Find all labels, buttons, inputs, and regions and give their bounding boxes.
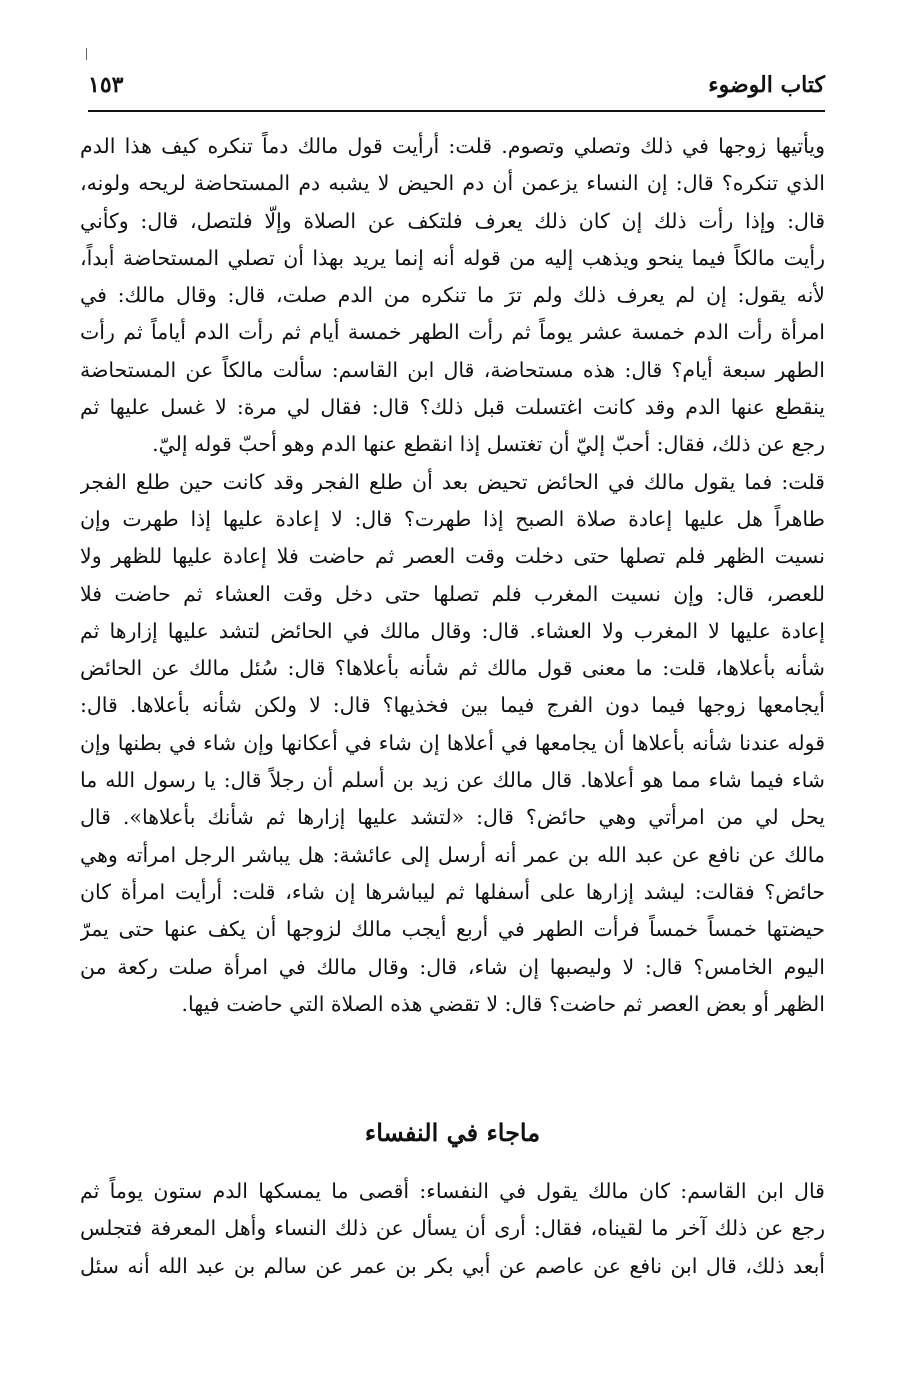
text-line: الظهر أو بعض العصر ثم حاضت؟ قال: لا تقضي هذه الصلاة التي حاضت فيها. (181, 991, 825, 1016)
text-line: قلت: فما يقول مالك في الحائض تحيض بعد أن طلع الفجر وقد كانت حين طلع الفجر (80, 469, 825, 494)
text-line: يحل لي من امرأتي وهي حائض؟ قال: «لتشد عليها إزارها ثم شأنك بأعلاها». قال (80, 805, 825, 830)
header-divider (88, 110, 825, 112)
text-line: ويأتيها زوجها في ذلك وتصلي وتصوم. قلت: أرأيت قول مالك دماً تنكره كيف هذا الدم (80, 134, 825, 158)
section-heading: ماجاء في النفساء (364, 1118, 541, 1147)
text-line: رأيت مالكاً فيما ينحو ويذهب إليه من قوله أنه إنما يريد بهذا أن تصلي المستحاضة أبداً، (80, 245, 825, 270)
text-line: الذي تنكره؟ قال: إن النساء يزعمن أن دم الحيض لا يشبه دم المستحاضة لريحه ولونه، (80, 171, 825, 196)
text-line: اليوم الخامس؟ قال: لا وليصبها إن شاء، قال: وقال مالك في امرأة صلت ركعة من (80, 954, 825, 979)
text-line: قال ابن القاسم: كان مالك يقول في النفساء: أقصى ما يمسكها الدم ستون يوماً ثم (80, 1179, 825, 1203)
text-line: رجع عن ذلك، فقال: أحبّ إليّ أن تغتسل إذا انقطع عنها الدم وهو أحبّ قوله إليّ. (152, 432, 825, 457)
text-line: نسيت الظهر فلم تصلها حتى دخلت وقت العصر ثم حاضت فلا إعادة عليها للظهر ولا (80, 544, 825, 569)
text-line: امرأة رأت الدم خمسة عشر يوماً ثم رأت الطهر خمسة أيام ثم رأت الدم أياماً ثم رأت (80, 320, 825, 345)
text-line: الطهر سبعة أيام؟ قال: هذه مستحاضة، قال ابن القاسم: سألت مالكاً عن المستحاضة (80, 357, 825, 382)
page-number: ١٥٣ (88, 72, 124, 98)
text-line: ينقطع عنها الدم وقد كانت اغتسلت قبل ذلك؟ قال: فقال لي مرة: لا غسل عليها ثم (80, 395, 825, 420)
text-line: حائض؟ فقالت: ليشد إزارها على أسفلها ثم ليباشرها إن شاء، قلت: أرأيت امرأة كان (80, 879, 825, 904)
text-line: أبعد ذلك، قال ابن نافع عن عاصم عن أبي بكر بن عمر عن سالم بن عبد الله أنه سئل (80, 1253, 825, 1278)
text-line: طاهراً هل عليها إعادة صلاة الصبح إذا طهرت؟ قال: لا إعادة عليها إذا طهرت وإن (80, 506, 825, 531)
page-header (88, 70, 825, 106)
text-line: شأنه بأعلاها، قلت: ما معنى قول مالك ثم شأنه بأعلاها؟ قال: سُئل مالك عن الحائض (80, 656, 825, 681)
running-title: كتاب الوضوء (708, 72, 825, 98)
text-line: مالك عن نافع عن عبد الله بن عمر أنه أرسل إلى عائشة: هل يباشر الرجل امرأته وهي (80, 842, 825, 867)
text-line: قال: وإذا رأت ذلك إن كان ذلك يعرف فلتكف عن الصلاة وإلّا فلتصل، قال: وكأني (80, 208, 825, 233)
text-line: للعصر، قال: وإن نسيت المغرب فلم تصلها حتى دخل وقت العشاء ثم حاضت فلا (80, 581, 825, 606)
text-line: رجع عن ذلك آخر ما لقيناه، فقال: أرى أن يسأل عن ذلك النساء وأهل المعرفة فتجلس (80, 1216, 825, 1241)
main-text-block (80, 128, 825, 1023)
text-line: إعادة عليها لا المغرب ولا العشاء. قال: وقال مالك في الحائض لتشد عليها إزارها ثم (80, 618, 825, 643)
text-line: شاء فيما شاء مما هو أعلاها. قال مالك عن زيد بن أسلم أن رجلاً قال: يا رسول الله ما (80, 768, 825, 793)
text-line: أيجامعها زوجها فيما دون الفرج فيما بين فخذيها؟ قال: لا ولكن شأنه بأعلاها. قال: (80, 693, 825, 718)
text-line: لأنه يقول: إن لم يعرف ذلك ولم ترَ ما تنكره من الدم صلت، قال: وقال مالك: في (80, 283, 825, 308)
margin-mark (86, 48, 87, 60)
text-line: حيضتها خمساً خمساً فرأت الطهر في أربع أيجب مالك لزوجها أن يكف عنها حتى يمرّ (80, 917, 825, 942)
text-line: قوله عندنا شأنه بأعلاها أن يجامعها في أعلاها إن شاء في أعكانها وإن شاء في بطنها وإن (80, 730, 825, 755)
section-text-block (80, 1168, 825, 1280)
